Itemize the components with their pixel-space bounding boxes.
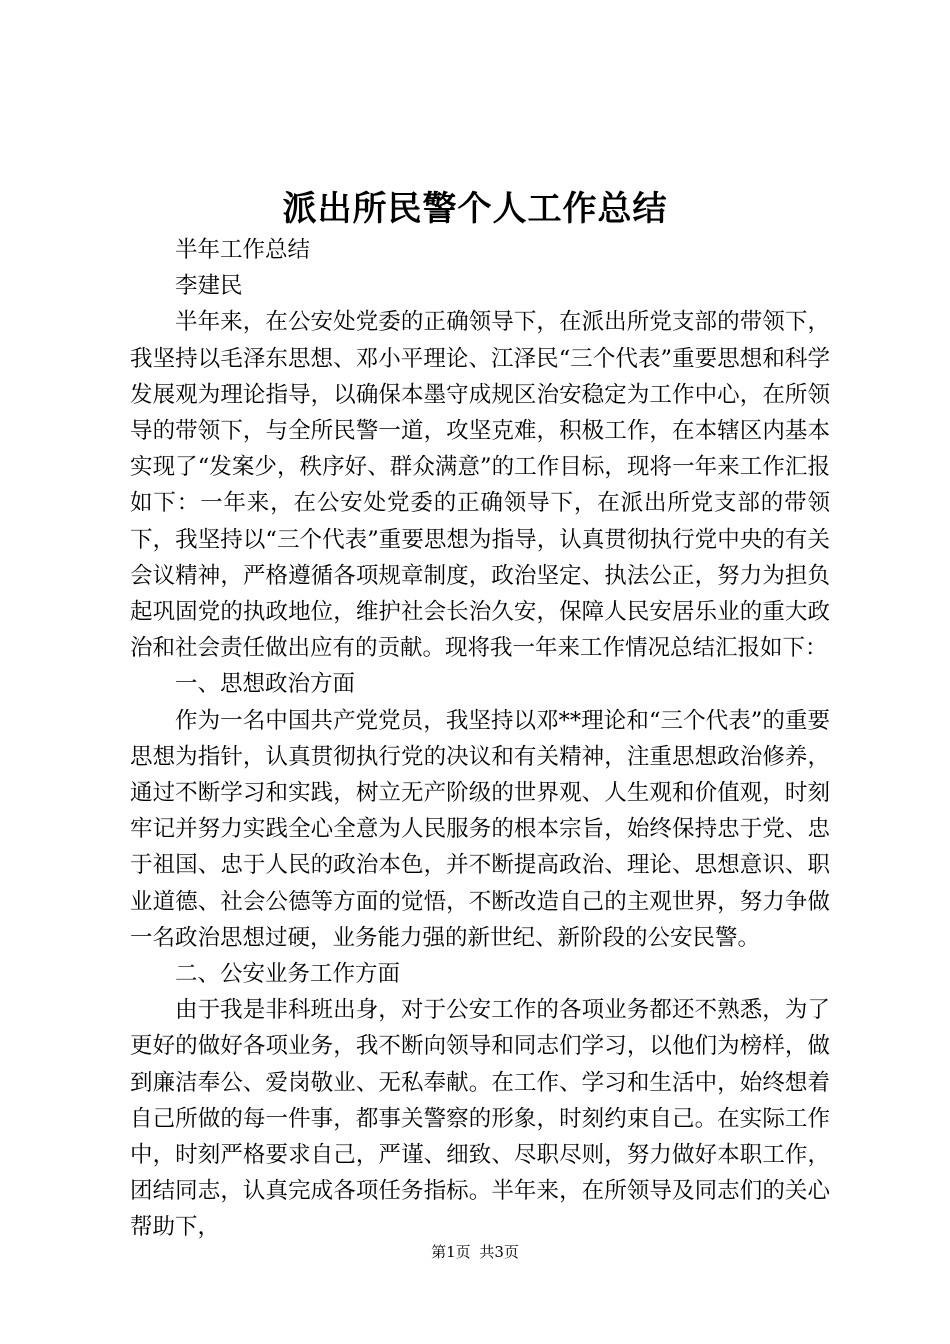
document-title: 派出所民警个人工作总结: [282, 189, 668, 229]
paragraph-section-2: 由于我是非科班出身，对于公安工作的各项业务都还不熟悉，为了更好的做好各项业务，我不断向领导和同志们学习，以他们为榜样，做到廉洁奉公、爱岗敬业、无私奉献。在工作、学习和生活中，始终想着自己所做的每一件事，都事关警察的形象，时刻约束自己。在实际工作中，时刻严格要求自己，严谨、细致、尽职尽则，努力做好本职工作，团结同志，认真完成各项任务指标。半年来，在所领导及同志们的关心帮助下，: [130, 997, 830, 1241]
document-body: [130, 232, 830, 1246]
paragraph-author: 李建民: [175, 273, 243, 300]
page-footer: [0, 1240, 950, 1264]
page-number: 第1页: [431, 1243, 471, 1261]
paragraph-subtitle: 半年工作总结: [175, 237, 311, 263]
paragraph-section-1: 作为一名中国共产党党员，我坚持以邓**理论和“三个代表”的重要思想为指针，认真贯彻执行党的决议和有关精神，注重思想政治修养，通过不断学习和实践，树立无产阶级的世界观、人生观和价值观，时刻牢记并努力实践全心全意为人民服务的根本宗旨，始终保持忠于党、忠于祖国、忠于人民的政治本色，并不断提高政治、理论、思想意识、职业道德、社会公德等方面的觉悟，不断改造自己的主观世界，努力争做一名政治思想过硬，业务能力强的新世纪、新阶段的公安民警。: [130, 707, 830, 951]
section-heading-1: 一、思想政治方面: [175, 671, 356, 698]
section-heading-2: 二、公安业务工作方面: [175, 961, 401, 988]
page-total: 共3页: [479, 1243, 519, 1261]
paragraph-intro: 半年来，在公安处党委的正确领导下，在派出所党支部的带领下，我坚持以毛泽东思想、邓小平理论、江泽民“三个代表”重要思想和科学发展观为理论指导，以确保本墨守成规区治安稳定为工作中心，在所领导的带领下，与全所民警一道，攻坚克难，积极工作，在本辖区内基本实现了“发案少，秩序好、群众满意”的工作目标，现将一年来工作汇报如下：一年来，在公安处党委的正确领导下，在派出所党支部的带领下，我坚持以“三个代表”重要思想为指导，认真贯彻执行党中央的有关会议精神，严格遵循各项规章制度，政治坚定、执法公正，努力为担负起巩固党的执政地位，维护社会长治久安，保障人民安居乐业的重大政治和社会责任做出应有的贡献。现将我一年来工作情况总结汇报如下：: [130, 309, 830, 662]
